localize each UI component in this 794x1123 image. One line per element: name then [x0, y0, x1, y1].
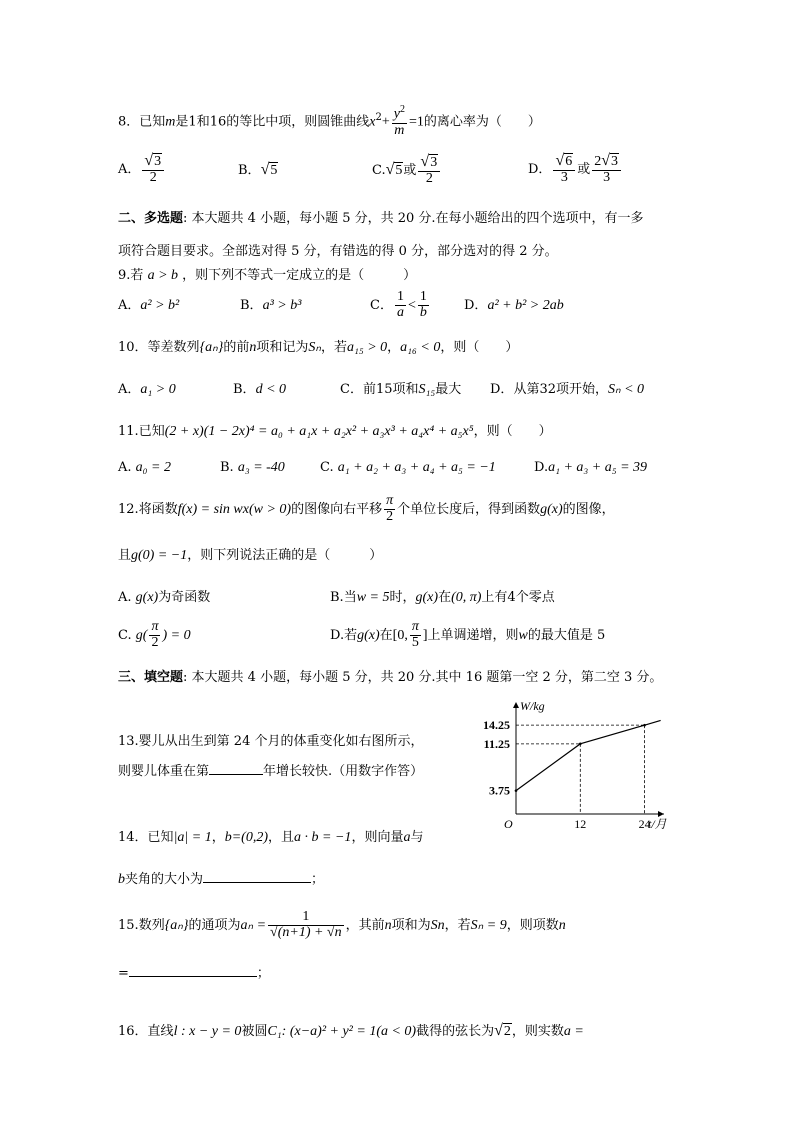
question-10-option-d: D．从第32项开始，Sₙ < 0	[490, 382, 645, 397]
question-11-option-a: A. a₀ = 2	[118, 460, 171, 475]
conic-fraction: $\frac{y^2}{m}$	[393, 104, 405, 138]
answer-blank-13[interactable]	[209, 762, 263, 775]
question-10-option-a: A．a₁ > 0	[118, 382, 176, 397]
section-3-header: 三、填空题: 本大题共 4 小题，每小题 5 分，共 20 分.其中 16 题第一空 2 分，第二空 3 分。	[118, 670, 663, 685]
question-8-stem: 8．已知m是1和16的等比中项，则圆锥曲线$x^2+$ $\frac{y^2}{m}$ =1的离心率为（ ）	[118, 104, 541, 138]
question-9-option-b: B．a³ > b³	[240, 298, 302, 313]
question-12-option-b: B.当w = 5时，g(x)在(0, π)上有4个零点	[330, 590, 555, 605]
question-12-stem-line2: 且g(0) = −1，则下列说法正确的是（ ）	[118, 548, 383, 563]
question-15-line2: = ；	[118, 966, 270, 981]
question-8-option-c: C.√5或 $\frac{√3}{2}$	[372, 150, 442, 190]
answer-blank-14[interactable]	[203, 870, 311, 883]
y-tick-label: 11.25	[483, 736, 510, 751]
question-9-option-a: A．a² > b²	[118, 298, 180, 313]
question-12-option-c: C. g( $\frac{\pi}{2}$ ) = 0	[118, 619, 191, 650]
question-13-line2: 则婴儿体重在第 年增长较快.（用数字作答）	[118, 764, 424, 779]
question-9-option-d: D．a² + b² > 2ab	[464, 298, 564, 313]
question-9-option-c: C． $\frac{1}{a}$ < $\frac{1}{b}$	[370, 289, 427, 320]
question-12-stem-line1: 12.将函数f(x) = sin wx(w > 0)的图像向右平移 $\frac{\pi}{2}$ 个单位长度后，得到函数g(x)的图像，	[118, 493, 615, 524]
answer-blank-15[interactable]	[129, 964, 257, 977]
x-tick-label: 24	[638, 817, 651, 831]
question-12-option-d: D.若g(x)在[0, $\frac{\pi}{5}$ ]上单调递增，则w的最大值是 5	[330, 619, 606, 650]
y-tick-label: 14.25	[483, 718, 510, 733]
data-point	[643, 724, 646, 727]
section-2-header: 二、多选题: 本大题共 4 小题，每小题 5 分，共 20 分.在每小题给出的四个选项中，有一多	[118, 211, 644, 226]
question-14-stem: 14．已知|a| = 1，b=(0,2)，且a · b = −1，则向量a与	[118, 830, 424, 845]
question-10-stem: 10．等差数列{aₙ}的前n项和记为Sₙ，若a₁₅ > 0，a₁₆ < 0，则（ ）	[118, 340, 519, 355]
question-11-option-d: D.a₁ + a₃ + a₅ = 39	[534, 460, 648, 475]
question-14-line2: b夹角的大小为 ；	[118, 872, 325, 887]
section-2-rules: 项符合题目要求。全部选对得 5 分，有错选的得 0 分，部分选对的得 2 分。	[118, 244, 558, 259]
question-8-option-a: A． $\frac{√3}{2}$	[118, 150, 166, 190]
y-tick-label: 3.75	[489, 783, 510, 798]
question-13-line1: 13.婴儿从出生到第 24 个月的体重变化如右图所示，	[118, 734, 424, 749]
question-10-option-c: C．前15项和S₁₅最大	[340, 382, 462, 397]
origin-label: O	[504, 817, 513, 831]
question-8-option-d: D． $\frac{√6}{3}$ 或 $\frac{2√3}{3}$	[528, 150, 623, 190]
weight-series-line	[516, 720, 661, 790]
question-11-option-c: C. a₁ + a₂ + a₃ + a₄ + a₅ = −1	[320, 460, 496, 475]
question-8-option-b: B．√5	[238, 161, 278, 178]
data-point	[515, 789, 518, 792]
x-tick-label: 12	[574, 817, 587, 831]
question-11-option-b: B. a₃ = -40	[220, 460, 285, 475]
question-10-option-b: B．d < 0	[233, 382, 287, 397]
data-point	[579, 743, 582, 746]
question-15-stem: 15.数列{aₙ}的通项为aₙ = $\frac{1}{√(n+1) + √n}$ ，其前n项和为Sn，若Sₙ = 9，则项数n	[118, 909, 566, 940]
question-11-stem: 11.已知(2 + x)(1 − 2x)⁴ = a₀ + a₁x + a₂x² + a₃x³ + a₄x⁴ + a₅x⁵，则（ ）	[118, 424, 552, 439]
y-axis-arrow	[513, 702, 519, 708]
weight-growth-chart	[470, 700, 670, 832]
question-9-stem: 9.若 a > b ，则下列不等式一定成立的是（ ）	[118, 268, 417, 283]
question-16-stem: 16．直线l : x − y = 0被圆C₁: (x−a)² + y² = 1(a < 0)截得的弦长为√2，则实数a =	[118, 1022, 584, 1039]
y-axis-label: W/kg	[520, 700, 545, 713]
x-axis-label: t/月	[648, 817, 667, 831]
question-12-option-a: A. g(x)为奇函数	[118, 590, 211, 605]
